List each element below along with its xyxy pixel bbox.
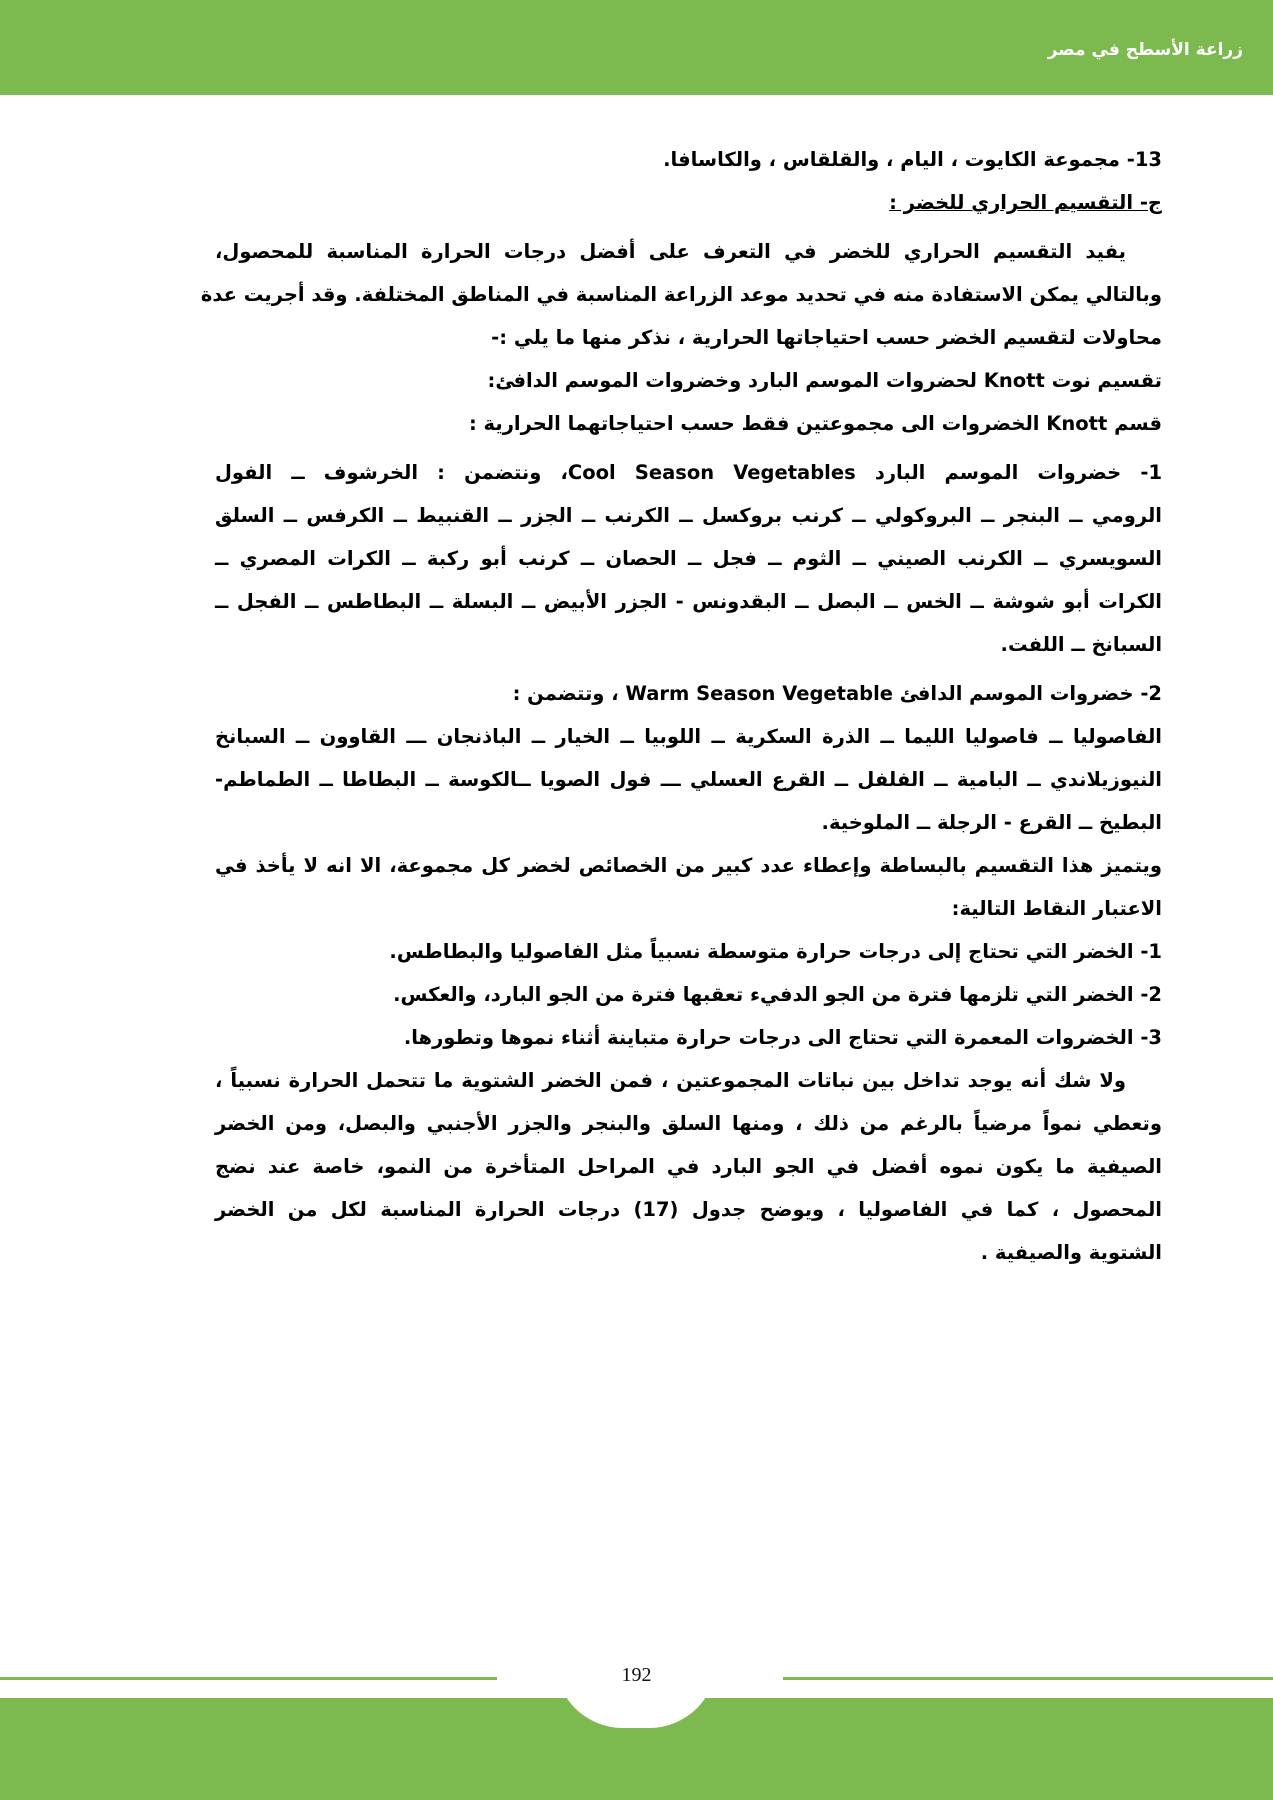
text-line-content: الرومي ــ البنجر ــ البروكولي ــ كرنب بروكسل ــ الكرنب ــ الجزر ــ القنبيط ــ الكرفس ــ السلق xyxy=(215,504,1162,527)
section-heading xyxy=(215,844,1162,887)
section-heading xyxy=(200,273,1162,316)
section-heading xyxy=(215,758,1162,801)
section-heading xyxy=(215,1059,1162,1102)
text-line-content: ولا شك أنه يوجد تداخل بين نباتات المجموعتين ، فمن الخضر الشتوية ما تتحمل الحرارة نسبياً ، xyxy=(215,1069,1126,1092)
text-line-content: تقسيم نوت Knott لحضروات الموسم البارد وخضروات الموسم الدافئ: xyxy=(487,369,1162,392)
text-line-content: 2- خضروات الموسم الدافئ Warm Season Vegetable ، وتتضمن : xyxy=(512,682,1162,705)
book-title: زراعة الأسطح في مصر xyxy=(1047,40,1243,60)
text-line-content: 1- خضروات الموسم البارد Cool Season Vegetables، ونتضمن : الخرشوف ــ الفول xyxy=(215,461,1163,484)
text-line xyxy=(215,1231,1162,1274)
text-line-content: ج- التقسيم الحراري للخضر : xyxy=(889,191,1162,214)
section-heading xyxy=(215,537,1162,580)
text-line-content: النيوزيلاندي ــ البامية ــ الفلفل ــ القرع العسلي ـــ فول الصويا ــالكوسة ــ البطاطا ــ الطماطم- xyxy=(215,768,1162,791)
text-line xyxy=(215,801,1162,844)
text-line-content: وتعطي نمواً مرضياً بالرغم من ذلك ، ومنها السلق والبنجر والجزر الأجنبي والبصل، ومن الخضر xyxy=(215,1112,1162,1135)
section-heading xyxy=(215,1188,1162,1231)
page-body xyxy=(200,138,1163,1274)
text-line-content: ويتميز هذا التقسيم بالبساطة وإعطاء عدد كبير من الخصائص لخضر كل مجموعة، الا انه لا يأخذ في xyxy=(215,854,1162,877)
header-bar xyxy=(0,0,1273,95)
section-heading xyxy=(215,715,1162,758)
text-line-content: الصيفية ما يكون نموه أفضل في الجو البارد في المراحل المتأخرة من النمو، خاصة عند نضج xyxy=(215,1155,1162,1178)
text-line-content: المحصول ، كما في الفاصوليا ، ويوضح جدول (17) درجات الحرارة المناسبة لكل من الخضر xyxy=(215,1198,1162,1221)
text-line xyxy=(215,623,1162,666)
text-line-content: 3- الخضروات المعمرة التي تحتاج الى درجات حرارة متباينة أثناء نموها وتطورها. xyxy=(403,1026,1162,1049)
text-line-content: 13- مجموعة الكايوت ، اليام ، والقلقاس ، والكاسافا. xyxy=(663,148,1162,171)
text-line-content: يفيد التقسيم الحراري للخضر في التعرف على أفضل درجات الحرارة المناسبة للمحصول، xyxy=(215,240,1126,263)
text-line-content: وبالتالي يمكن الاستفادة منه في تحديد موعد الزراعة المناسبة في المناطق المختلفة. وقد أجريت عدة xyxy=(200,283,1162,306)
section-heading xyxy=(215,494,1162,537)
section-heading xyxy=(215,1145,1162,1188)
text-line xyxy=(215,1016,1162,1059)
text-line-content: البطيخ ــ القرع - الرجلة ــ الملوخية. xyxy=(821,811,1162,834)
text-line xyxy=(215,138,1162,181)
text-line xyxy=(215,672,1162,715)
text-line-content: 2- الخضر التي تلزمها فترة من الجو الدفيء تعقبها فترة من الجو البارد، والعكس. xyxy=(393,983,1162,1006)
text-line xyxy=(215,973,1162,1016)
text-line xyxy=(215,402,1162,445)
text-line-content: الشتوية والصيفية . xyxy=(980,1241,1162,1264)
text-line-content: الاعتبار النقاط التالية: xyxy=(951,897,1162,920)
text-line-content: قسم Knott الخضروات الى مجموعتين فقط حسب احتياجاتهما الحرارية : xyxy=(468,412,1162,435)
text-line-content: السويسري ــ الكرنب الصيني ــ الثوم ــ فجل ــ الحصان ــ كرنب أبو ركبة ــ الكرات المصري ــ xyxy=(215,547,1162,570)
text-line xyxy=(215,930,1162,973)
text-line xyxy=(215,359,1162,402)
section-heading xyxy=(215,580,1162,623)
text-line xyxy=(215,887,1162,930)
section-heading xyxy=(215,181,1162,224)
text-line-content: السبانخ ــ اللفت. xyxy=(1000,633,1162,656)
text-line-content: الفاصوليا ــ فاصوليا الليما ــ الذرة السكرية ــ اللوبيا ــ الخيار ــ الباذنجان ـــ القاوون ــ السبانخ xyxy=(215,725,1162,748)
text-line-content: الكرات أبو شوشة ــ الخس ــ البصل ــ البقدونس - الجزر الأبيض ــ البسلة ــ البطاطس ــ الفجل ــ xyxy=(215,590,1162,613)
text-line-content: محاولات لتقسيم الخضر حسب احتياجاتها الحرارية ، نذكر منها ما يلي :- xyxy=(491,326,1162,349)
section-heading xyxy=(215,230,1162,273)
text-line-content: 1- الخضر التي تحتاج إلى درجات حرارة متوسطة نسبياً مثل الفاصوليا والبطاطس. xyxy=(389,940,1162,963)
page-number: 192 xyxy=(621,1664,652,1686)
section-heading xyxy=(215,1102,1162,1145)
section-heading xyxy=(215,451,1162,494)
text-line xyxy=(215,316,1162,359)
